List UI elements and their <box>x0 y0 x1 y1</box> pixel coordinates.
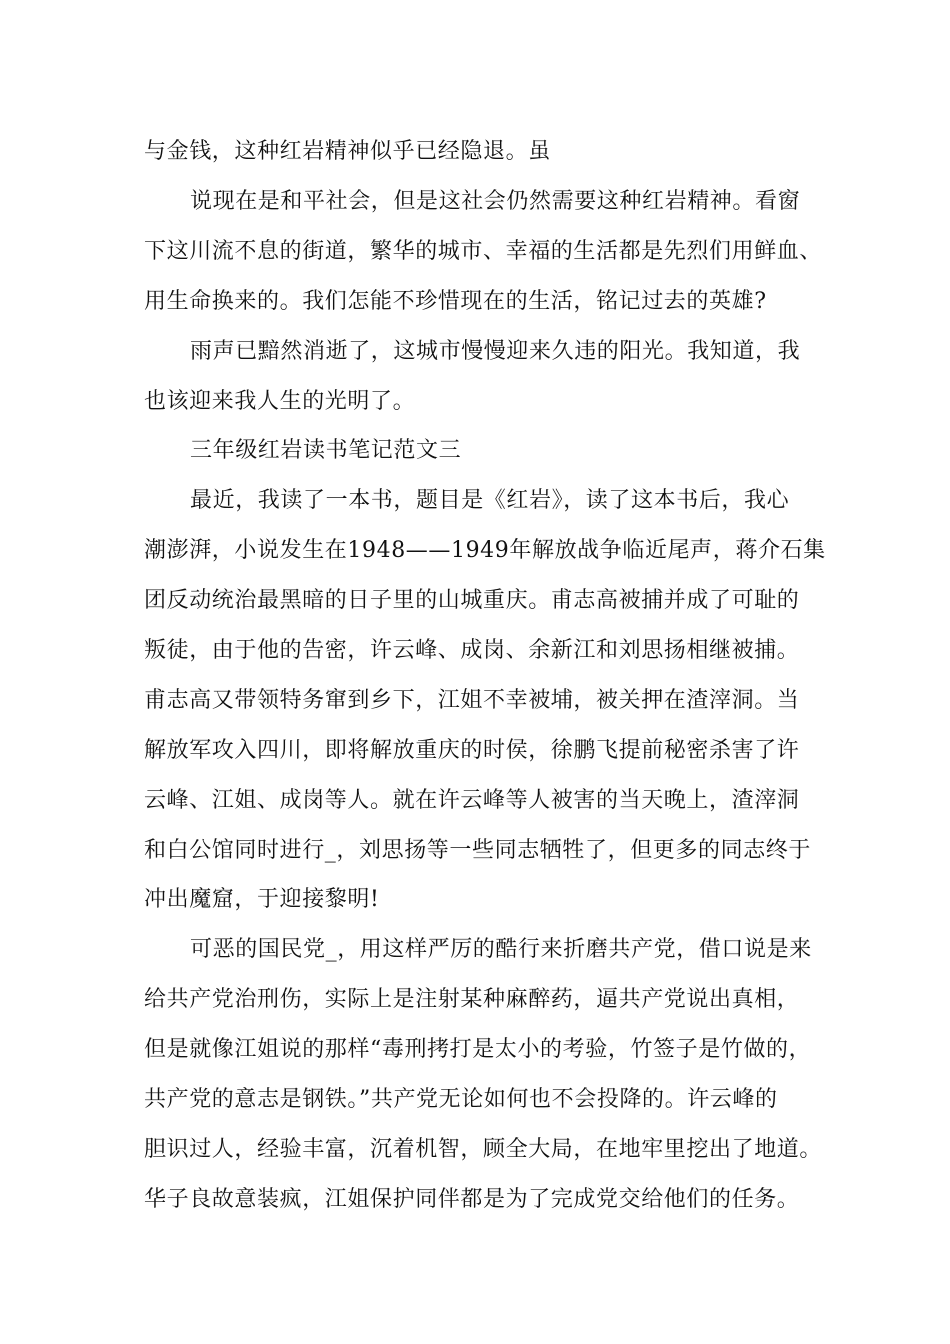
text-line: 最近，我读了一本书，题目是《红岩》，读了这本书后，我心 <box>190 488 790 513</box>
text-line: 团反动统治最黑暗的日子里的山城重庆。甫志高被捕并成了可耻的 <box>144 588 800 613</box>
text-line: 叛徒，由于他的告密，许云峰、成岗、余新江和刘思扬相继被捕。 <box>144 638 800 663</box>
text-line: 潮澎湃，小说发生在1948——1949年解放战争临近尾声，蒋介石集 <box>144 538 826 563</box>
text-line: 也该迎来我人生的光明了。 <box>144 389 416 414</box>
text-line: 甫志高又带领特务窜到乡下，江姐不幸被埔，被关押在渣滓洞。当 <box>144 688 800 713</box>
text-line: 解放军攻入四川，即将解放重庆的时侯，徐鹏飞提前秘密杀害了许 <box>144 738 800 763</box>
text-line: 给共产党治刑伤，实际上是注射某种麻醉药，逼共产党说出真相， <box>144 987 800 1012</box>
text-line: 雨声已黯然消逝了，这城市慢慢迎来久违的阳光。我知道，我 <box>190 339 801 364</box>
section-heading: 三年级红岩读书笔记范文三 <box>190 438 462 463</box>
text-line: 用生命换来的。我们怎能不珍惜现在的生活，铭记过去的英雄? <box>144 289 767 314</box>
text-line: 下这川流不息的街道，繁华的城市、幸福的生活都是先烈们用鲜血、 <box>144 239 823 264</box>
text-line: 云峰、江姐、成岗等人。就在许云峰等人被害的当天晚上，渣滓洞 <box>144 788 800 813</box>
text-line: 胆识过人，经验丰富，沉着机智，顾全大局，在地牢里挖出了地道。 <box>144 1137 823 1162</box>
text-line: 华子良故意装疯，江姐保护同伴都是为了完成党交给他们的任务。 <box>144 1187 800 1212</box>
text-line: 可恶的国民党_，用这样严厉的酷行来折磨共产党，借口说是来 <box>190 937 812 962</box>
text-line: 冲出魔窟，于迎接黎明! <box>144 887 380 912</box>
text-line: 说现在是和平社会，但是这社会仍然需要这种红岩精神。看窗 <box>190 189 801 214</box>
text-line: 但是就像江姐说的那样“毒刑拷打是太小的考验，竹签子是竹做的， <box>144 1037 812 1062</box>
text-line: 和白公馆同时进行_，刘思扬等一些同志牺牲了，但更多的同志终于 <box>144 838 812 863</box>
text-line: 与金钱，这种红岩精神似乎已经隐退。虽 <box>144 139 551 164</box>
text-line: 共产党的意志是钢铁。”共产党无论如何也不会投降的。许云峰的 <box>144 1087 778 1112</box>
